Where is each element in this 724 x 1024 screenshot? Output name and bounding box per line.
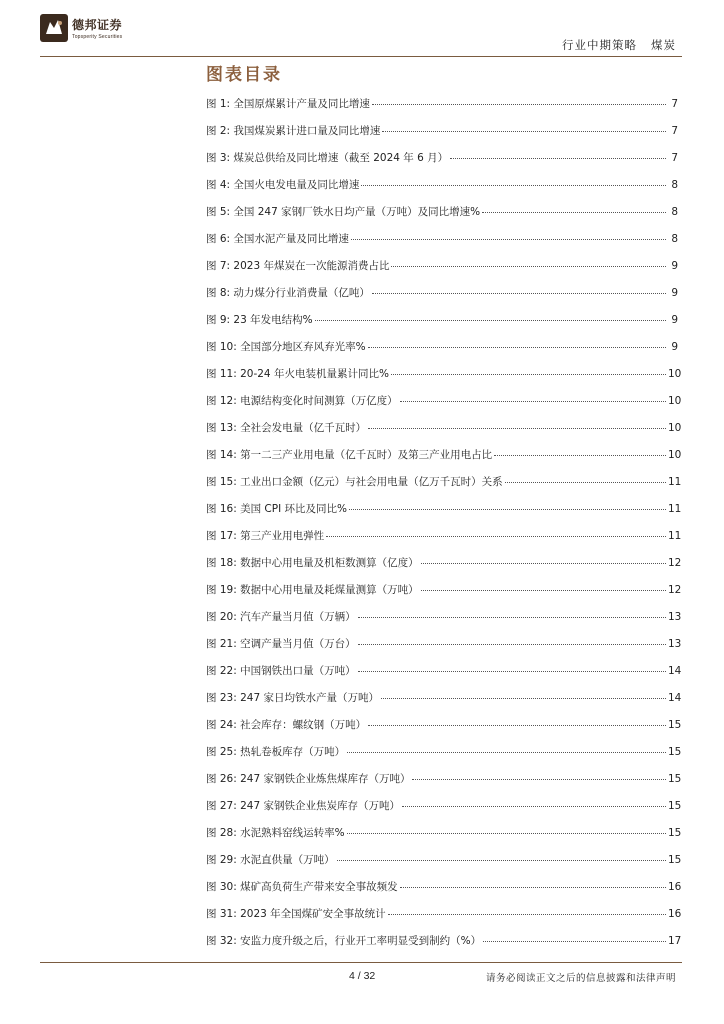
toc-dot-leader (349, 509, 666, 510)
toc-entry-label: 图 32: (206, 935, 237, 947)
toc-entry-title: 社会库存：螺纹钢（万吨） (240, 719, 367, 731)
toc-dot-leader (368, 428, 666, 429)
toc-dot-leader (391, 266, 666, 267)
toc-entry-label: 图 16: (206, 503, 237, 515)
toc-entry-label: 图 26: (206, 773, 237, 785)
toc-dot-leader (494, 455, 666, 456)
toc-entry-label: 图 12: (206, 395, 237, 407)
toc-entry-page: 15 (668, 827, 682, 839)
toc-entry[interactable] (206, 933, 682, 960)
toc-entry-label: 图 22: (206, 665, 237, 677)
toc-dot-leader (347, 833, 666, 834)
toc-dot-leader (421, 563, 666, 564)
toc-entry-page: 15 (668, 800, 682, 812)
toc-entry[interactable] (206, 825, 682, 852)
toc-entry[interactable] (206, 150, 678, 177)
toc-entry-title: 电源结构变化时间测算（万亿度） (240, 395, 398, 407)
toc-dot-leader (400, 887, 666, 888)
toc-entry-label: 图 27: (206, 800, 237, 812)
toc-entry-label: 图 14: (206, 449, 237, 461)
toc-entry[interactable] (206, 123, 678, 150)
toc-dot-leader (483, 941, 666, 942)
toc-entry-page: 15 (668, 854, 682, 866)
toc-entry-title: 全国部分地区弃风弃光率% (240, 341, 366, 353)
toc-entry-label: 图 13: (206, 422, 237, 434)
toc-entry-page: 10 (668, 395, 682, 407)
toc-entry-label: 图 1: (206, 98, 231, 110)
toc-entry-title: 汽车产量当月值（万辆） (240, 611, 356, 623)
toc-entry-page: 13 (668, 611, 682, 623)
toc-entry-page: 14 (668, 692, 682, 704)
toc-entry-label: 图 9: (206, 314, 231, 326)
toc-entry-page: 11 (668, 503, 682, 515)
toc-entry[interactable] (206, 420, 682, 447)
toc-entry[interactable] (206, 528, 682, 555)
toc-dot-leader (505, 482, 666, 483)
toc-entry[interactable] (206, 663, 682, 690)
toc-entry-page: 9 (671, 314, 678, 326)
toc-entry-label: 图 18: (206, 557, 237, 569)
toc-entry-title: 全社会发电量（亿千瓦时） (240, 422, 367, 434)
toc-entry-label: 图 19: (206, 584, 237, 596)
toc-entry-title: 煤矿高负荷生产带来安全事故频发 (240, 881, 398, 893)
toc-entry[interactable] (206, 312, 678, 339)
toc-entry-title: 247 家钢铁企业焦炭库存（万吨） (240, 800, 400, 812)
toc-entry[interactable] (206, 393, 682, 420)
toc-entry-title: 全国水泥产量及同比增速 (233, 233, 349, 245)
toc-entry-label: 图 23: (206, 692, 237, 704)
toc-entry-page: 12 (668, 584, 682, 596)
toc-dot-leader (372, 104, 666, 105)
toc-entry-page: 11 (668, 530, 682, 542)
toc-entry[interactable] (206, 258, 678, 285)
toc-entry-label: 图 4: (206, 179, 231, 191)
toc-entry-title: 全国火电发电量及同比增速 (233, 179, 360, 191)
toc-entry-label: 图 20: (206, 611, 237, 623)
toc-dot-leader (326, 536, 666, 537)
logo-mark-icon (40, 14, 68, 42)
toc-entry-page: 8 (671, 206, 678, 218)
toc-entry[interactable] (206, 798, 682, 825)
toc-entry-page: 12 (668, 557, 682, 569)
toc-entry-page: 15 (668, 746, 682, 758)
toc-entry-title: 动力煤分行业消费量（亿吨） (233, 287, 370, 299)
toc-dot-leader (482, 212, 666, 213)
toc-entry[interactable] (206, 582, 682, 609)
toc-entry-page: 16 (668, 908, 682, 920)
toc-entry-title: 247 家钢铁企业炼焦煤库存（万吨） (240, 773, 411, 785)
toc-entry-title: 23 年发电结构% (233, 314, 313, 326)
toc-entry-page: 13 (668, 638, 682, 650)
toc-entry-page: 8 (671, 233, 678, 245)
header-divider (40, 56, 682, 57)
toc-entry[interactable] (206, 636, 682, 663)
toc-dot-leader (421, 590, 666, 591)
toc-entry-page: 7 (671, 125, 678, 137)
toc-entry-label: 图 2: (206, 125, 231, 137)
toc-dot-leader (382, 131, 666, 132)
toc-entry-label: 图 30: (206, 881, 237, 893)
toc-entry[interactable] (206, 447, 682, 474)
toc-dot-leader (347, 752, 666, 753)
toc-dot-leader (402, 806, 666, 807)
toc-dot-leader (372, 293, 666, 294)
toc-entry[interactable] (206, 879, 682, 906)
toc-dot-leader (358, 671, 666, 672)
report-type: 行业中期策略 (562, 38, 637, 52)
header-report-info (562, 37, 676, 53)
toc-entry-title: 第三产业用电弹性 (240, 530, 325, 542)
toc-title: 图表目录 (206, 65, 282, 85)
toc-entry[interactable] (206, 177, 678, 204)
toc-entry[interactable] (206, 555, 682, 582)
toc-entry-label: 图 11: (206, 368, 237, 380)
toc-entry[interactable] (206, 906, 682, 933)
toc-entry-label: 图 10: (206, 341, 237, 353)
toc-entry-title: 20-24 年火电装机量累计同比% (240, 368, 389, 380)
toc-entry-page: 14 (668, 665, 682, 677)
toc-entry-page: 9 (671, 341, 678, 353)
toc-entry-page: 10 (668, 422, 682, 434)
toc-entry-label: 图 8: (206, 287, 231, 299)
toc-entry-page: 15 (668, 719, 682, 731)
toc-dot-leader (351, 239, 666, 240)
toc-entry-page: 9 (671, 287, 678, 299)
toc-entry-title: 美国 CPI 环比及同比% (240, 503, 348, 515)
toc-entry-page: 10 (668, 449, 682, 461)
toc-entry-page: 7 (671, 152, 678, 164)
toc-entry-label: 图 24: (206, 719, 237, 731)
toc-entry[interactable] (206, 366, 682, 393)
toc-entry-page: 9 (671, 260, 678, 272)
sector-name: 煤炭 (651, 38, 676, 52)
toc-entry-title: 水泥熟料窑线运转率% (240, 827, 345, 839)
toc-list (206, 96, 682, 960)
toc-entry-title: 全国 247 家钢厂铁水日均产量（万吨）及同比增速% (233, 206, 481, 218)
toc-entry-title: 水泥直供量（万吨） (240, 854, 335, 866)
toc-dot-leader (358, 644, 666, 645)
toc-entry-label: 图 29: (206, 854, 237, 866)
toc-dot-leader (388, 914, 666, 915)
logo-text-en: Topsperity Securities (72, 34, 123, 40)
company-logo (40, 14, 150, 44)
toc-entry-title: 第一二三产业用电量（亿千瓦时）及第三产业用电占比 (240, 449, 493, 461)
toc-entry-label: 图 5: (206, 206, 231, 218)
toc-entry[interactable] (206, 717, 682, 744)
toc-dot-leader (361, 185, 666, 186)
toc-entry[interactable] (206, 285, 678, 312)
toc-entry-page: 7 (671, 98, 678, 110)
toc-dot-leader (412, 779, 666, 780)
toc-dot-leader (358, 617, 666, 618)
toc-dot-leader (337, 860, 666, 861)
toc-entry[interactable] (206, 771, 682, 798)
toc-dot-leader (368, 725, 666, 726)
toc-entry-title: 工业出口金额（亿元）与社会用电量（亿万千瓦时）关系 (240, 476, 503, 488)
toc-entry-title: 空调产量当月值（万台） (240, 638, 356, 650)
toc-entry-label: 图 3: (206, 152, 231, 164)
toc-entry-page: 15 (668, 773, 682, 785)
toc-entry[interactable] (206, 744, 682, 771)
toc-entry-label: 图 25: (206, 746, 237, 758)
toc-entry[interactable] (206, 231, 678, 258)
logo-text-cn: 德邦证券 (72, 18, 123, 32)
toc-entry[interactable] (206, 339, 678, 366)
toc-dot-leader (400, 401, 666, 402)
toc-entry-label: 图 31: (206, 908, 237, 920)
toc-entry-page: 16 (668, 881, 682, 893)
toc-entry-page: 11 (668, 476, 682, 488)
toc-entry-title: 247 家日均铁水产量（万吨） (240, 692, 379, 704)
toc-dot-leader (315, 320, 666, 321)
toc-entry[interactable] (206, 609, 682, 636)
toc-entry-title: 中国钢铁出口量（万吨） (240, 665, 356, 677)
toc-entry-label: 图 6: (206, 233, 231, 245)
toc-entry-page: 10 (668, 368, 682, 380)
footer-disclaimer: 请务必阅读正文之后的信息披露和法律声明 (485, 973, 676, 984)
toc-entry[interactable] (206, 501, 682, 528)
toc-entry[interactable] (206, 690, 682, 717)
toc-entry-title: 我国煤炭累计进口量及同比增速 (233, 125, 381, 137)
toc-entry-title: 热轧卷板库存（万吨） (240, 746, 346, 758)
toc-entry[interactable] (206, 96, 678, 123)
toc-entry-label: 图 21: (206, 638, 237, 650)
toc-entry-page: 8 (671, 179, 678, 191)
page-number: 4 / 32 (349, 970, 376, 982)
toc-entry-title: 安监力度升级之后，行业开工率明显受到制约（%） (240, 935, 482, 947)
footer-divider (40, 962, 682, 963)
toc-entry-title: 2023 年煤炭在一次能源消费占比 (233, 260, 390, 272)
toc-entry-title: 全国原煤累计产量及同比增速 (233, 98, 370, 110)
toc-entry-title: 数据中心用电量及机柜数测算（亿度） (240, 557, 419, 569)
toc-entry-label: 图 7: (206, 260, 231, 272)
toc-dot-leader (391, 374, 666, 375)
toc-entry[interactable] (206, 474, 682, 501)
toc-entry-label: 图 17: (206, 530, 237, 542)
toc-entry[interactable] (206, 204, 678, 231)
toc-entry-page: 17 (668, 935, 682, 947)
toc-entry[interactable] (206, 852, 682, 879)
toc-entry-title: 数据中心用电量及耗煤量测算（万吨） (240, 584, 419, 596)
page-header (0, 0, 724, 60)
toc-entry-label: 图 28: (206, 827, 237, 839)
toc-dot-leader (381, 698, 666, 699)
toc-dot-leader (368, 347, 666, 348)
toc-entry-title: 2023 年全国煤矿安全事故统计 (240, 908, 386, 920)
toc-dot-leader (450, 158, 666, 159)
toc-entry-title: 煤炭总供给及同比增速（截至 2024 年 6 月） (233, 152, 449, 164)
toc-entry-label: 图 15: (206, 476, 237, 488)
